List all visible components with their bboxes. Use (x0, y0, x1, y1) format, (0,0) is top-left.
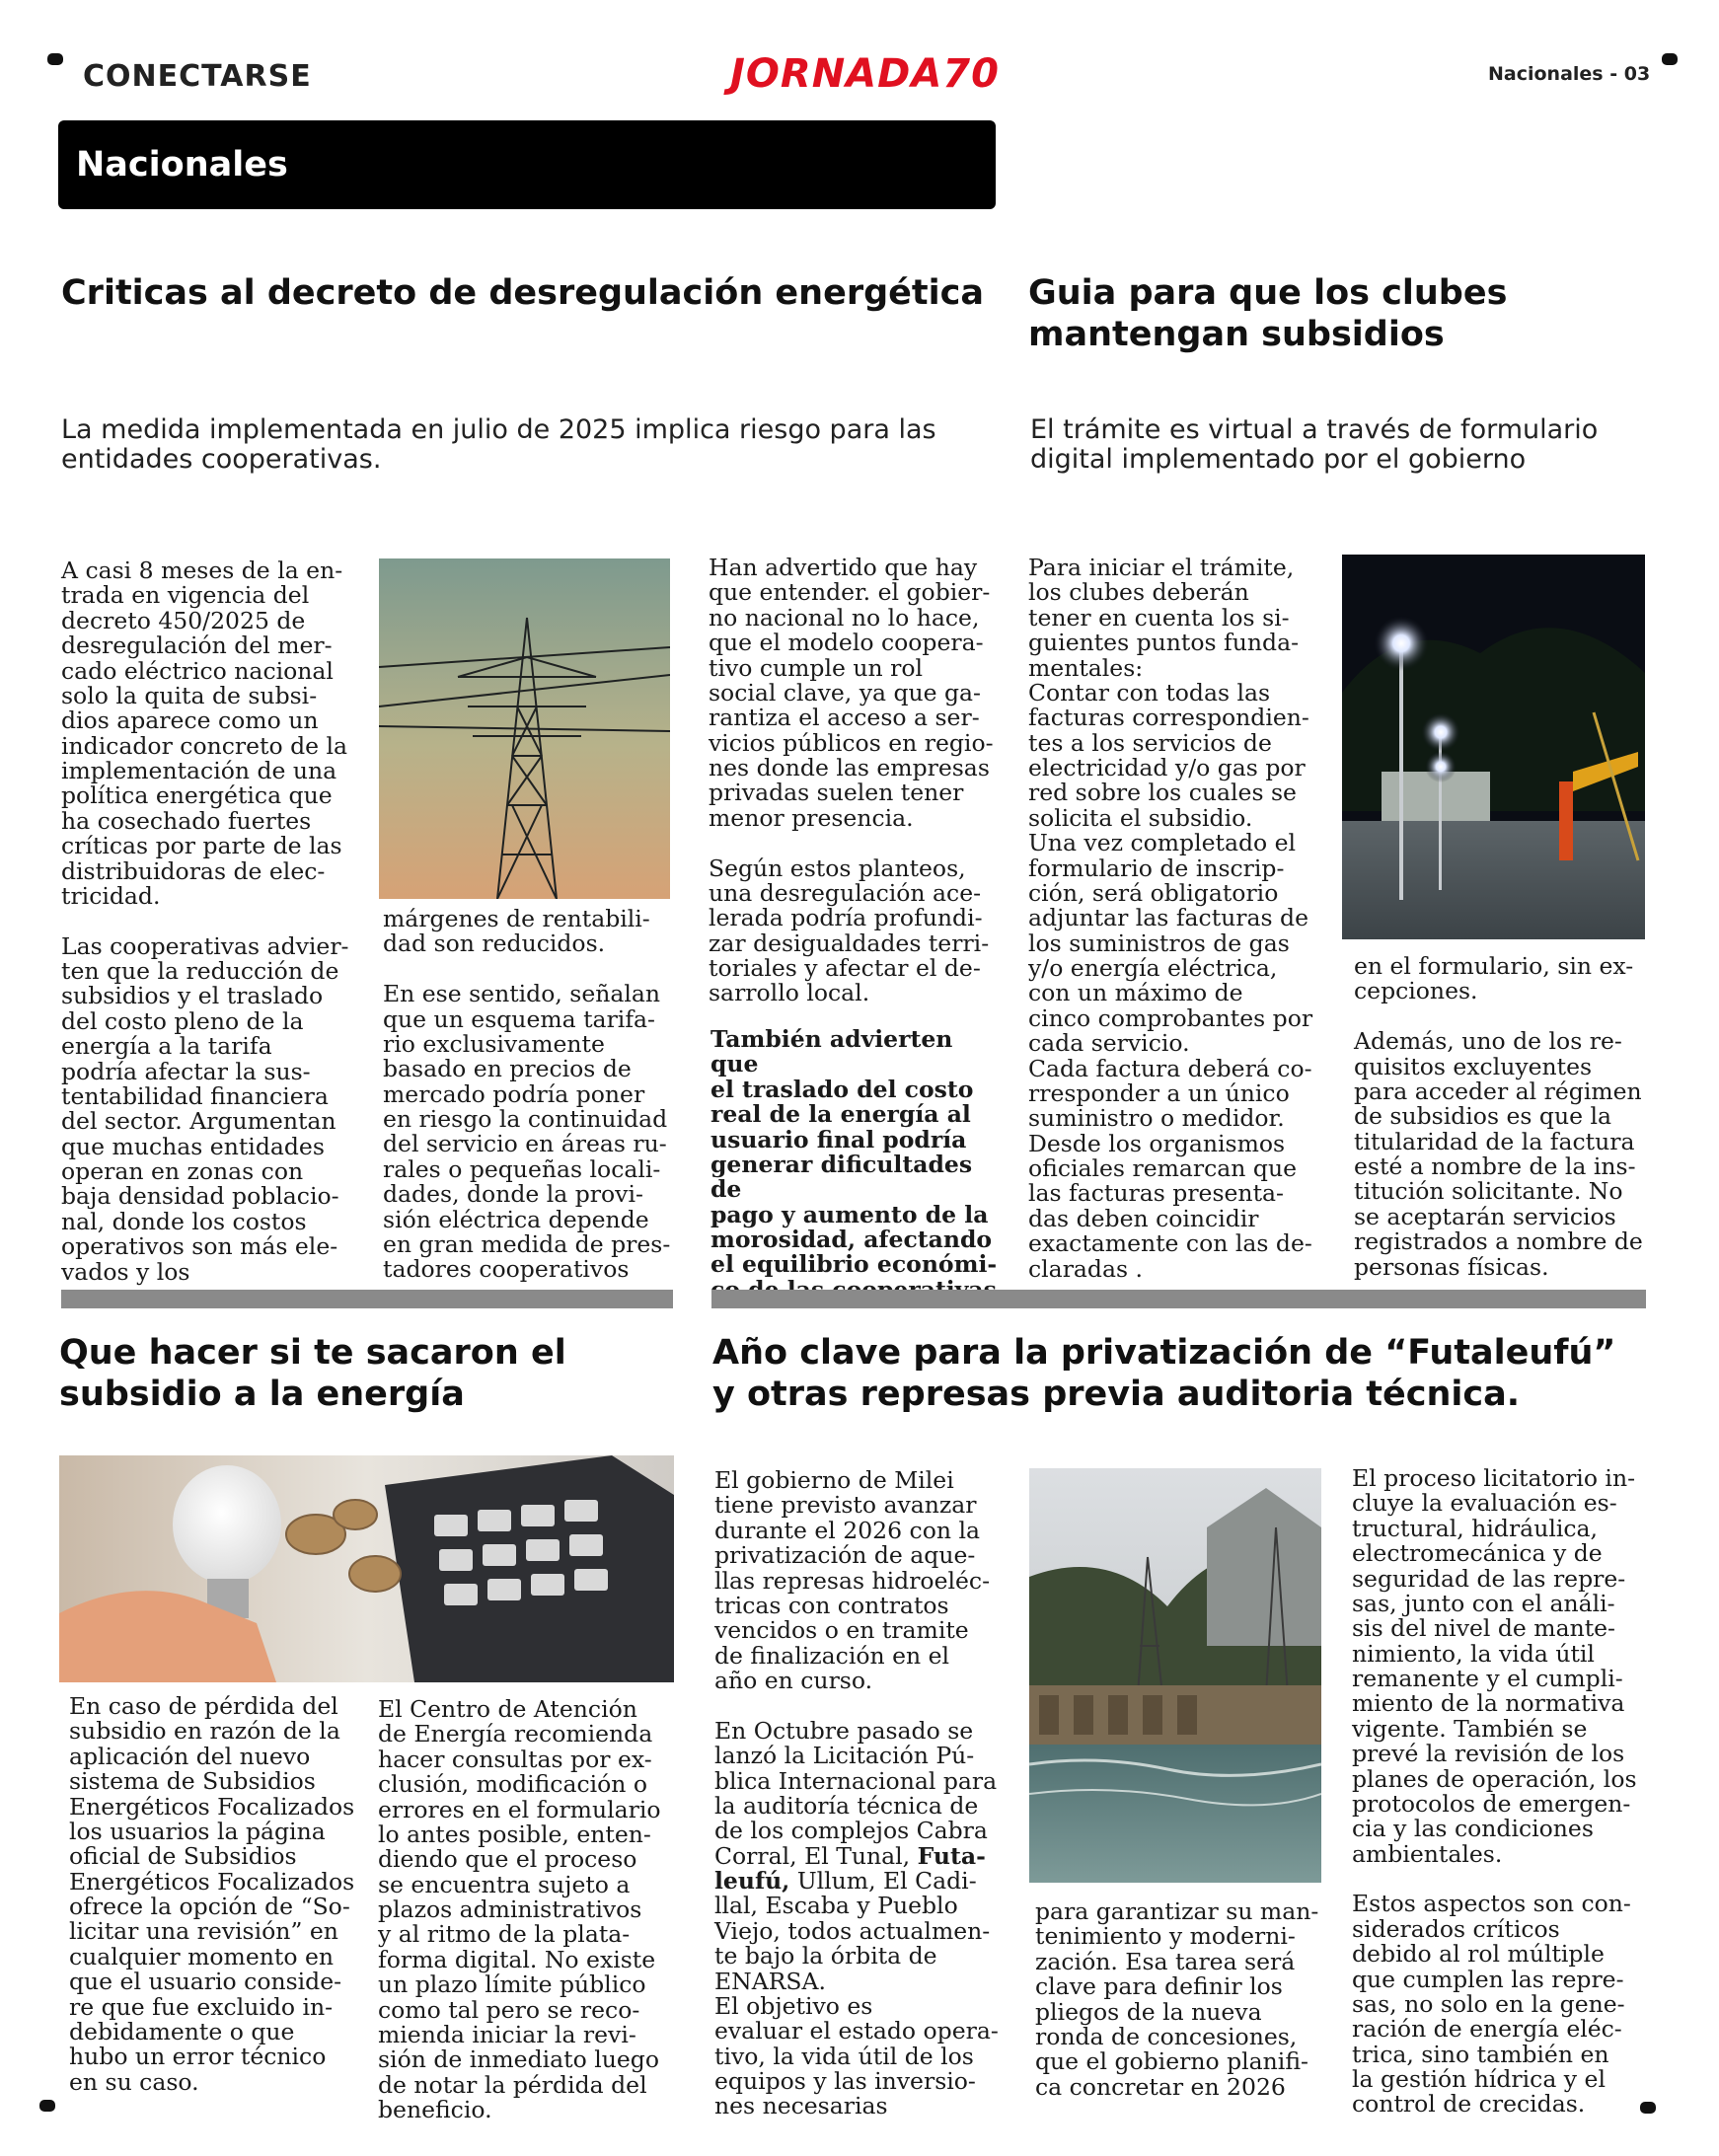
article3-col2: El Centro de Atención de Energía recomienda hacer consultas por ex- clusión, modificación o errores en el formulario lo antes posible, enten- diendo que el proceso se encuentra sujeto a plazos administrativos y al ritmo de la plata- forma digital. No existe un plazo límite público como tal pero se reco- mienda iniciar la revi- sión de inmediato luego de notar la pérdida del beneficio. (378, 1695, 661, 2123)
section-divider (61, 1290, 673, 1308)
corner-mark (47, 53, 63, 65)
jornada-logo: JORNADA70 (730, 51, 1000, 97)
corner-mark (39, 2100, 55, 2112)
section-divider (711, 1290, 1646, 1308)
lightbulb-calculator-photo (59, 1455, 674, 1682)
page-label: Nacionales - 03 (1488, 63, 1651, 85)
article1-col1: A casi 8 meses de la en- trada en vigencia del decreto 450/2025 de desregulación del mer- cado eléctrico nacional solo la quita de subsi- dios aparece como un indicador concreto de la implementación de una política energética que ha cosechado fuertes críticas por parte de las distribuidoras de elec- tricidad. Las cooperativas advier- ten que la reducción de subsidios y el traslado del costo pleno de la energía a la tarifa podría afectar la sus- tentabilidad financiera del sector. Argumentan que muchas entidades operan en zonas con baja densidad poblacio- nal, donde los costos operativos son más ele- vados y los (61, 557, 349, 1286)
article4-col3: El proceso licitatorio in- cluye la evaluación es- tructural, hidráulica, electromecánica y de seguridad de las repre- sas, junto con el análi- sis del nivel de mante- nimiento, la vida útil remanente y el cumpli- miento de la normativa vigente. También se prevé la revisión de los planes de operación, los protocolos de emergen- cia y las condiciones ambientales. Estos aspectos son con- siderados críticos debido al rol múltiple que cumplen las repre- sas, no solo en la gene- ración de energía eléc- trica, sino también en la gestión hídrica y el control de crecidas. (1352, 1464, 1637, 2119)
article3-headline: Que hacer si te sacaron el subsidio a la energía (59, 1333, 566, 1414)
article3-col1: En caso de pérdida del subsidio en razón de la aplicación del nuevo sistema de Subsidios Energéticos Focalizados los usuarios la página oficial de Subsidios Energéticos Focalizados ofrece la opción de “So- licitar una revisión” en cualquier momento en que el usuario conside- re que fue excluido in- debidamente o que hubo un error técnico en su caso. (69, 1692, 355, 2096)
article2-col2: en el formulario, sin ex- cepciones. Además, uno de los re- quisitos excluyentes para acceder al régimen de subsidios es que la titularidad de la factura esté a nombre de la ins- titución solicitante. No se aceptarán servicios registrados a nombre de personas físicas. (1354, 952, 1643, 1281)
article1-subtitle: La medida implementada en julio de 2025 implica riesgo para las entidades cooperativas. (61, 414, 936, 475)
night-park-photo (1342, 555, 1645, 939)
section-title: Nacionales (76, 145, 288, 185)
article4-col1: El gobierno de Milei tiene previsto avanzar durante el 2026 con la privatización de aque- llas represas hidroeléc- tricas con contratos vencidos o en tramite de finalización en el año en curso. En Octubre pasado se lanzó la Licitación Pú- blica Internacional para la auditoría técnica de de los complejos Cabra Corral, El Tunal, Futa- leufú, Ullum, El Cadi- llal, Escaba y Pueblo Viejo, todos actualmen- te bajo la órbita de ENARSA. El objetivo es evaluar el estado opera- tivo, la vida útil de los equipos y las inversio- nes necesarias (714, 1466, 999, 2120)
article1-col3: Han advertido que hay que entender. el gobier- no nacional no lo hace, que el modelo coopera- tivo cumple un rol social clave, ya que ga- rantiza el acceso a ser- vicios públicos en regio- nes donde las empresas privadas suelen tener menor presencia. Según estos planteos, una desregulación ace- lerada podría profundi- zar desigualdades terri- toriales y afectar el de- sarrollo local. (709, 554, 994, 1007)
article1-col2: márgenes de rentabili- dad son reducidos. En ese sentido, señalan que un esquema tarifa- rio exclusivamente basado en precios de mercado podría poner en riesgo la continuidad del servicio en áreas ru- rales o pequeñas locali- dades, donde la provi- sión eléctrica depende en gran medida de pres- tadores cooperativos (383, 905, 671, 1284)
article2-subtitle: El trámite es virtual a través de formulario digital implementado por el gobierno (1030, 414, 1599, 475)
section-bar (58, 120, 996, 209)
article1-col3-bold: También advierten que el traslado del costo real de la energía al usuario final podría generar dificultades de pago y aumento de la morosidad, afectando el equilibrio económi- (710, 1025, 998, 1279)
article4-col2: para garantizar su man- tenimiento y moderni- zación. Esa tarea será clave para definir los pliegos de la nueva ronda de concesiones, que el gobierno planifi- ca concretar en 2026 (1035, 1897, 1319, 2101)
power-tower-photo (379, 558, 670, 899)
conectarse-logo: CONECTARSE (83, 59, 312, 94)
article4-headline: Año clave para la privatización de “Futaleufú” y otras represas previa auditoria técnica. (712, 1333, 1616, 1414)
article2-col1: Para iniciar el trámite, los clubes deberán tener en cuenta los si- guientes puntos funda- mentales: Contar con todas las facturas correspondien- tes a los servicios de electricidad y/o gas por red sobre los cuales se solicita el subsidio. Una vez completado el formulario de inscrip- ción, será obligatorio adjuntar las facturas de los suministros de gas y/o energía eléctrica, con un máximo de cinco comprobantes por cada servicio. Cada factura deberá co- rresponder a un único suministro o medidor. Desde los organismos oficiales remarcan que las facturas presenta- das deben coincidir exactamente con las de- claradas . (1028, 554, 1313, 1283)
dam-photo (1029, 1468, 1321, 1883)
article2-headline: Guia para que los clubes mantengan subsidios (1028, 273, 1508, 354)
article1-headline: Criticas al decreto de desregulación energética (61, 273, 984, 313)
corner-mark (1662, 53, 1678, 65)
